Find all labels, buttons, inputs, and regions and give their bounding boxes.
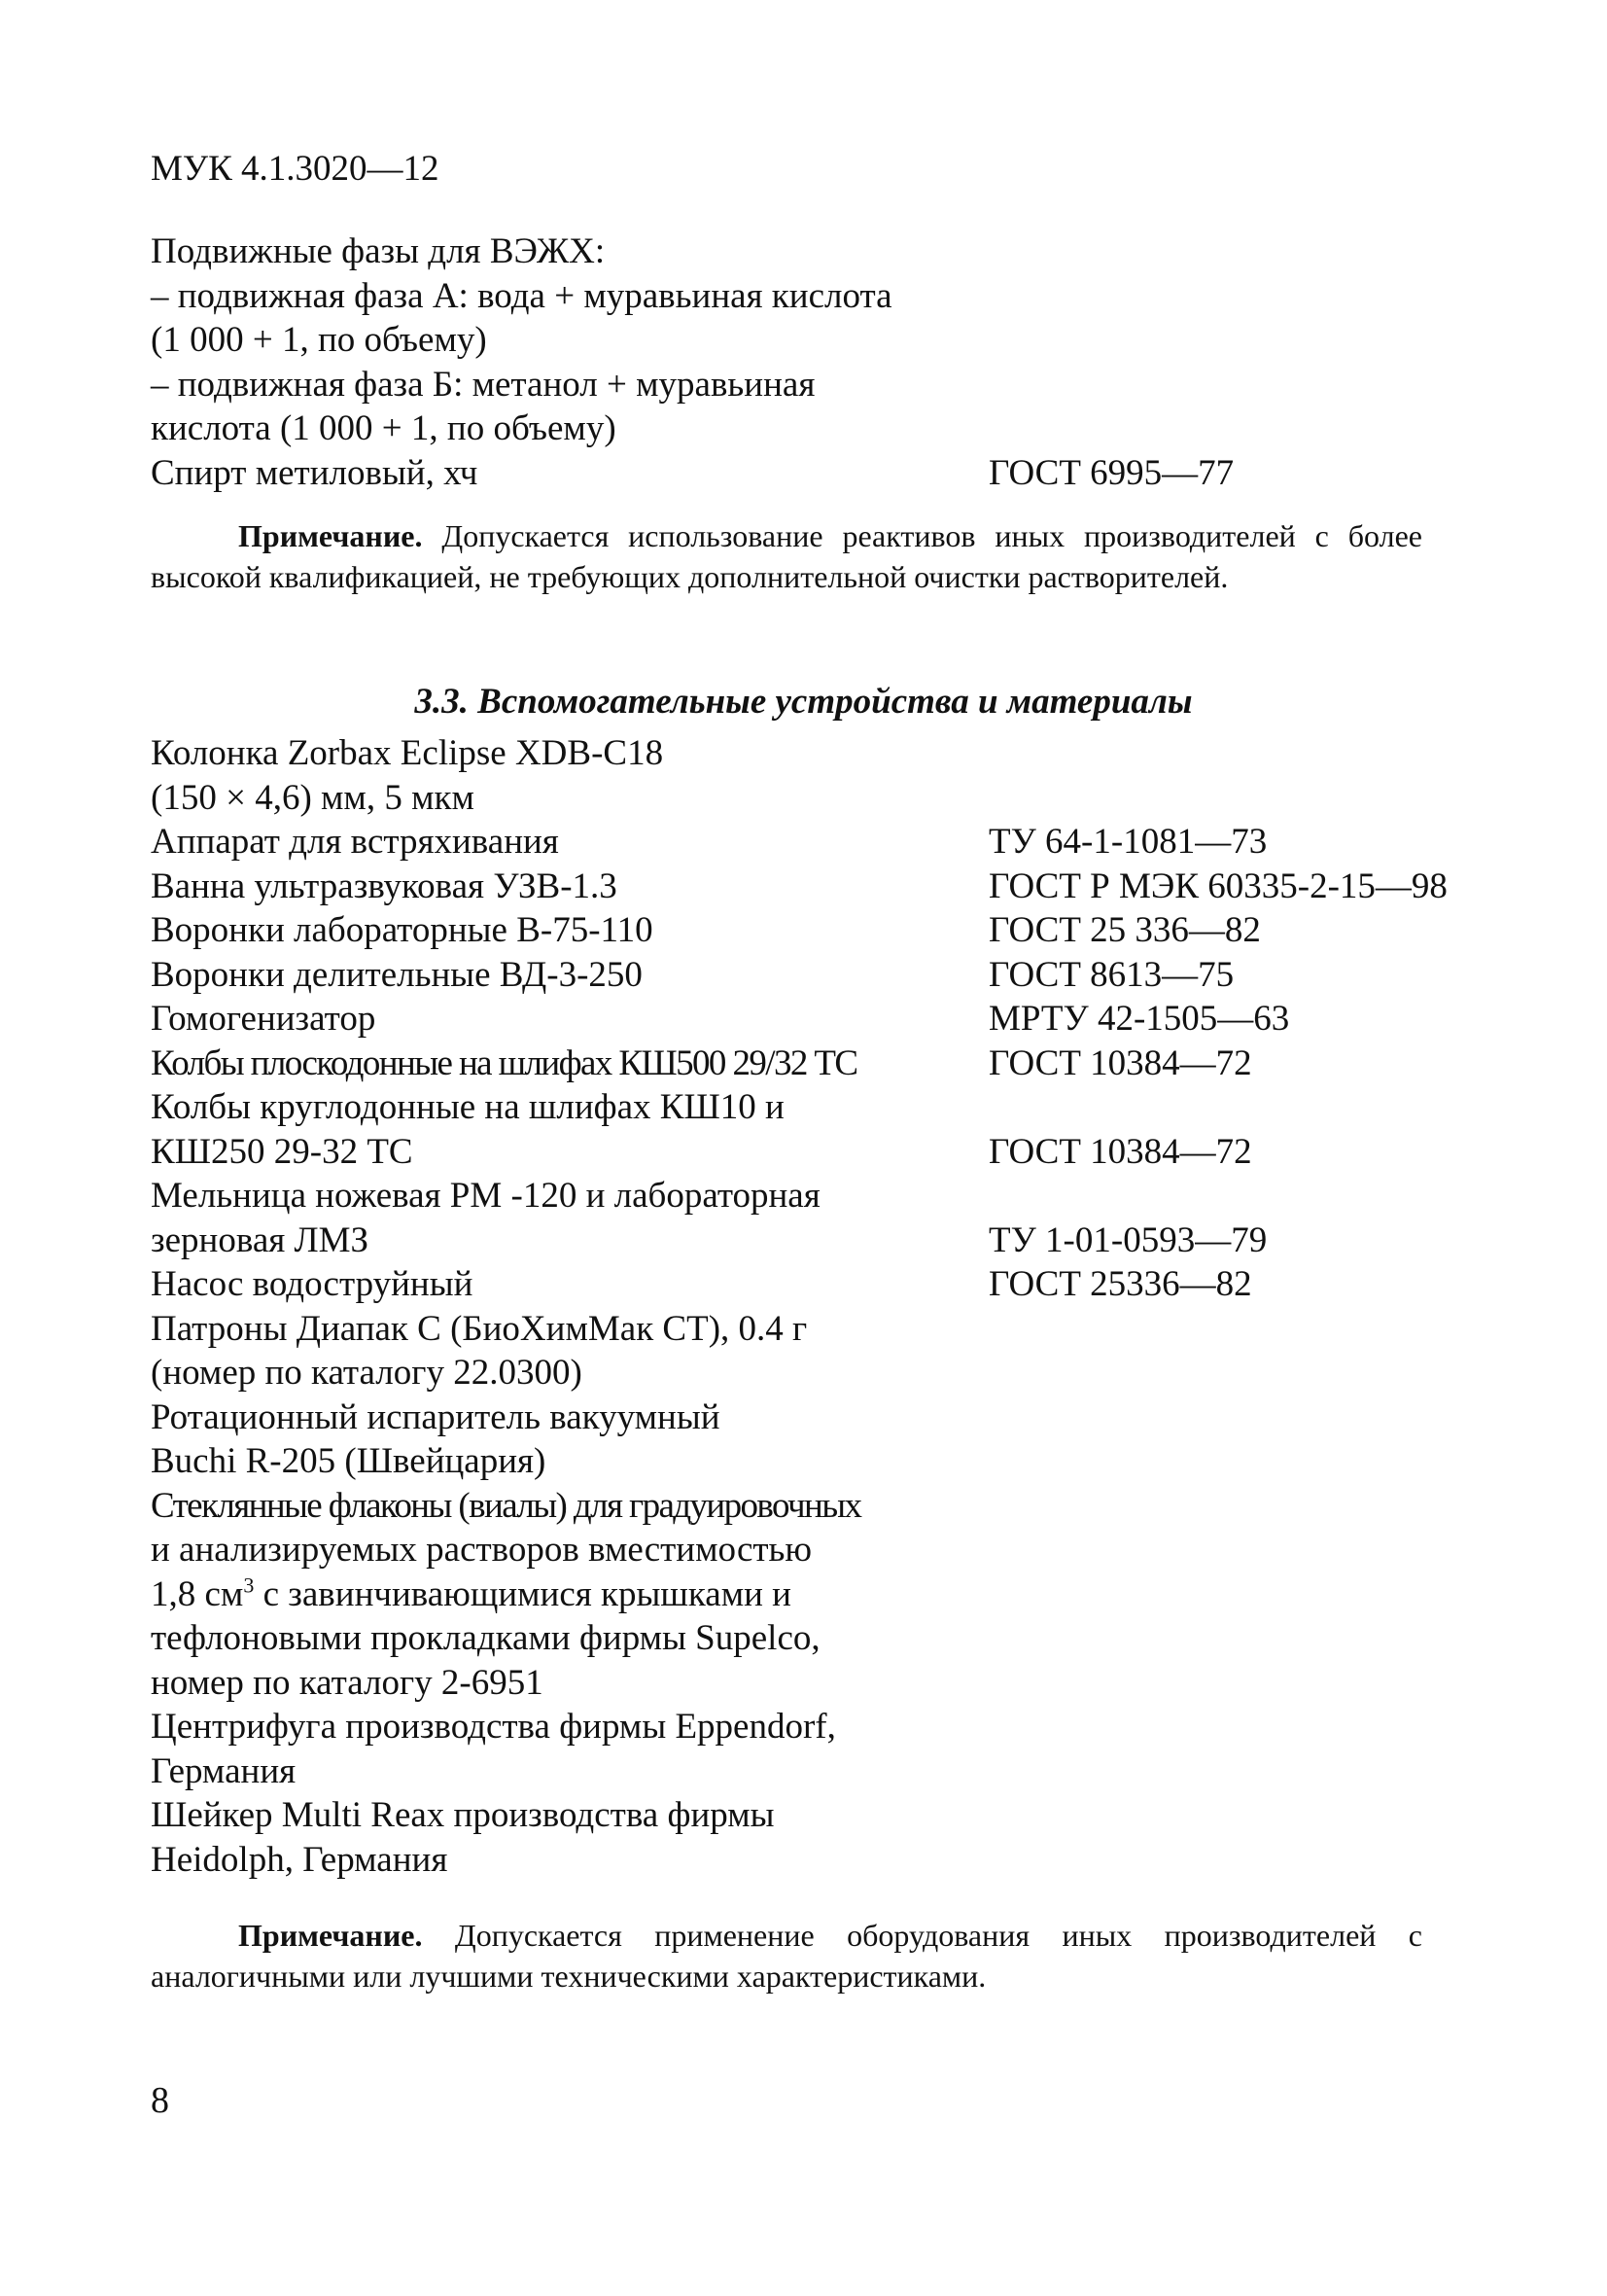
equipment-standard: ГОСТ 25336—82 [989,1264,1252,1304]
equipment-standard: ТУ 64-1-1081—73 [989,822,1268,862]
vial-cap-text: с завинчивающимися крышками и [254,1573,791,1614]
section-heading: 3.3. Вспомогательные устройства и материалы [414,682,1193,722]
equipment-name: Мельница ножевая РМ -120 и лабораторная [151,1176,821,1216]
equipment-row [151,997,1492,1042]
equipment-name: Колбы круглодонные на шлифах КШ10 и [151,1087,785,1127]
equipment-standard: ГОСТ Р МЭК 60335-2-15—98 [989,865,1448,906]
equipment-standard: ГОСТ 25 336—82 [989,910,1261,950]
equipment-name: и анализируемых растворов вместимостью [151,1530,813,1570]
equipment-name: Патроны Диапак С (БиоХимМак СТ), 0.4 г [151,1308,808,1349]
equipment-row [151,1174,1492,1219]
equipment-list [151,731,1492,1882]
vial-volume-text: 1,8 см [151,1573,244,1614]
equipment-name: Гомогенизатор [151,999,376,1039]
text-line: тефлоновыми прокладками фирмы Supelco, [151,1618,821,1658]
equipment-row [151,1219,1492,1263]
equipment-row [151,731,1492,776]
equipment-row [151,1085,1492,1130]
note-text: Допускается применение оборудования иных производителей с аналогичными или лучшими техническими характеристиками. [151,1918,1423,1994]
equipment-row [151,820,1492,865]
text-line: – подвижная фаза Б: метанол + муравьиная [151,364,816,405]
note-equipment [151,1915,1422,1996]
equipment-standard: ГОСТ 10384—72 [989,1042,1252,1083]
equipment-name: Колбы плоскодонные на шлифах КШ500 29/32 ТС [151,1042,857,1083]
equipment-name: (номер по каталогу 22.0300) [151,1353,582,1393]
equipment-name: КШ250 29-32 ТС [151,1131,413,1172]
equipment-name: Ванна ультразвуковая УЗВ-1.3 [151,865,617,906]
volume-unit-superscript: 3 [243,1572,255,1598]
note-label: Примечание. [238,1918,423,1953]
text-line: Подвижные фазы для ВЭЖХ: [151,231,606,271]
equipment-row [151,953,1492,998]
equipment-row [151,1262,1492,1307]
equipment-name: Стеклянные флаконы (виалы) для градуировочных [151,1485,861,1526]
equipment-row [151,1042,1492,1086]
page-number: 8 [151,2080,169,2121]
text-line: Шейкер Multi Reax производства фирмы [151,1795,775,1835]
note-reagents [151,515,1422,597]
equipment-name: Насос водоструйный [151,1264,473,1304]
reagent-row [151,451,1492,496]
equipment-row [151,1528,1492,1572]
text-line: Германия [151,1750,297,1791]
text-line: Heidolph, Германия [151,1839,448,1880]
text-line: (1 000 + 1, по объему) [151,320,487,360]
equipment-row [151,1395,1492,1440]
reagent-standard: ГОСТ 6995—77 [989,452,1235,493]
equipment-row [151,1130,1492,1175]
note-text: Допускается использование реактивов иных производителей с более высокой квалификацией, не требующих дополнительной очистки растворителей. [151,518,1423,594]
equipment-row [151,1439,1492,1484]
equipment-standard: ГОСТ 10384—72 [989,1131,1252,1172]
vial-volume-line [151,1572,1492,1617]
equipment-row [151,1351,1492,1395]
equipment-name: Воронки делительные ВД-3-250 [151,954,643,995]
reagent-name: Спирт метиловый, хч [151,452,478,493]
equipment-name: Buchi R-205 (Швейцария) [151,1441,546,1481]
equipment-name: Аппарат для встряхивания [151,822,559,862]
equipment-name: Колонка Zorbax Eclipse XDB-C18 [151,733,664,773]
equipment-name: (150 × 4,6) мм, 5 мкм [151,777,474,818]
text-line: номер по каталогу 2-6951 [151,1662,543,1703]
equipment-name: Воронки лабораторные В-75-110 [151,910,653,950]
page-header: МУК 4.1.3020—12 [151,149,439,189]
equipment-name: зерновая ЛМЗ [151,1219,369,1260]
equipment-standard: ТУ 1-01-0593—79 [989,1219,1268,1260]
equipment-row [151,1307,1492,1352]
equipment-row [151,776,1492,821]
equipment-standard: МРТУ 42-1505—63 [989,999,1290,1039]
text-line: Центрифуга производства фирмы Eppendorf, [151,1707,836,1747]
equipment-name: Ротационный испаритель вакуумный [151,1396,720,1437]
mobile-phases-block [151,230,1492,495]
equipment-row [151,865,1492,909]
text-line: кислота (1 000 + 1, по объему) [151,408,616,448]
text-line: – подвижная фаза А: вода + муравьиная кислота [151,275,892,316]
equipment-row [151,908,1492,953]
equipment-row [151,1484,1492,1529]
note-label: Примечание. [238,518,423,553]
equipment-standard: ГОСТ 8613—75 [989,954,1235,995]
